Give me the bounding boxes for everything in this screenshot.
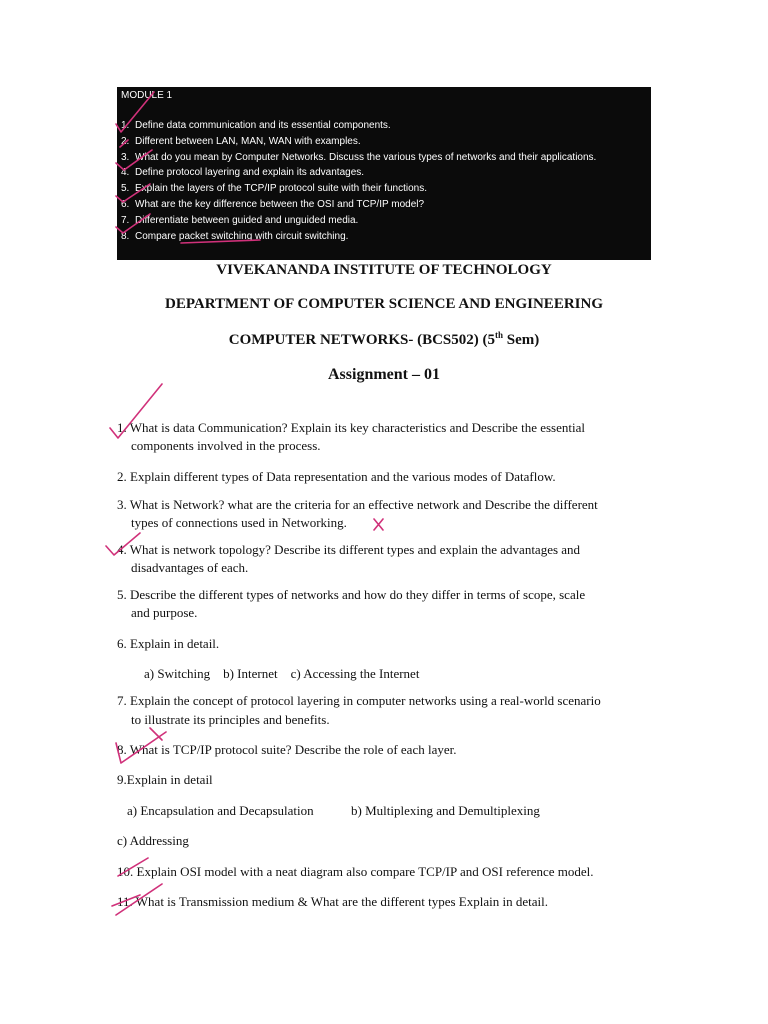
question-7-line-2: to illustrate its principles and benefits. [131, 712, 330, 727]
question-2: 2. Explain different types of Data representation and the various modes of Dataflow. [117, 469, 556, 484]
course-title: COMPUTER NETWORKS- (BCS502) (5th Sem) [228, 330, 540, 348]
underline-mark [150, 728, 162, 740]
assignment-title: Assignment – 01 [327, 366, 440, 383]
module-title: MODULE 1 [121, 90, 173, 101]
question-3-line-1: 3. What is Network? what are the criteria for an effective network and Describe the different [117, 497, 598, 512]
question-5-line-1: 5. Describe the different types of networks and how do they differ in terms of scope, scale [117, 587, 586, 602]
question-9-part-c: c) Addressing [117, 833, 189, 848]
question-1-line-1: 1. What is data Communication? Explain its key characteristics and Describe the essential [117, 420, 585, 435]
question-11: 11. What is Transmission medium & What are the different types Explain in detail. [117, 894, 548, 909]
module-item: 8. Compare packet switching with circuit switching. [121, 231, 349, 242]
question-9: 9.Explain in detail [117, 772, 213, 787]
question-10: 10. Explain OSI model with a neat diagram also compare TCP/IP and OSI reference model. [117, 864, 594, 879]
module-item: 4. Define protocol layering and explain its advantages. [121, 167, 365, 178]
module-item: 5. Explain the layers of the TCP/IP protocol suite with their functions. [121, 183, 428, 194]
question-9-part-a: a) Encapsulation and Decapsulation [127, 803, 314, 818]
module-item: 6. What are the key difference between the OSI and TCP/IP model? [121, 199, 425, 210]
question-4-line-1: 4. What is network topology? Describe its different types and explain the advantages and [117, 542, 581, 557]
question-6-parts: a) Switching b) Internet c) Accessing the Internet [144, 666, 420, 681]
module-item: 3. What do you mean by Computer Networks. Discuss the various types of networks and their applications. [121, 152, 597, 163]
question-4-line-2: disadvantages of each. [131, 560, 249, 575]
module-item: 1. Define data communication and its essential components. [121, 120, 391, 131]
institute-title: VIVEKANANDA INSTITUTE OF TECHNOLOGY [216, 262, 552, 278]
department-title: DEPARTMENT OF COMPUTER SCIENCE AND ENGINEERING [165, 296, 603, 312]
question-9-part-b: b) Multiplexing and Demultiplexing [351, 803, 540, 818]
question-6: 6. Explain in detail. [117, 636, 220, 651]
module-image [117, 87, 651, 260]
question-7-line-1: 7. Explain the concept of protocol layering in computer networks using a real-world scenario [117, 693, 601, 708]
question-1-line-2: components involved in the process. [131, 438, 321, 453]
question-3-line-2: types of connections used in Networking. [131, 515, 347, 530]
module-item: 2. Different between LAN, MAN, WAN with examples. [121, 136, 361, 147]
question-5-line-2: and purpose. [131, 605, 198, 620]
module-item: 7. Differentiate between guided and unguided media. [121, 215, 359, 226]
cross-mark-icon [374, 519, 383, 530]
question-8: 8. What is TCP/IP protocol suite? Describe the role of each layer. [117, 742, 457, 757]
